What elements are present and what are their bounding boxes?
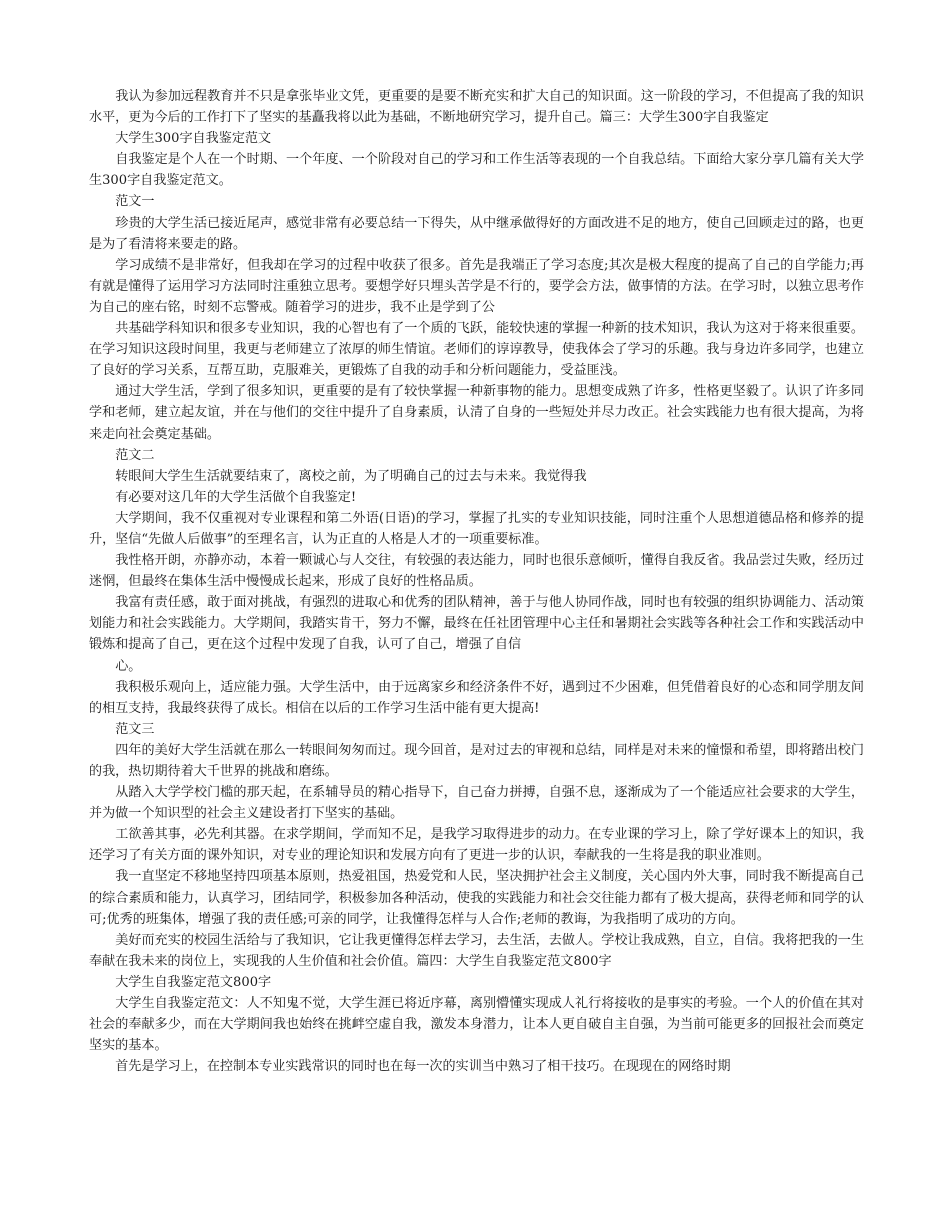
paragraph: 我富有责任感，敢于面对挑战，有强烈的进取心和优秀的团队精神，善于与他人协同作战，同时也有较强的组织协调能力、活动策划能力和社会实践能力。大学期间，我踏实肯干，努力不懈，最终在任社团管理中心主任和暑期社会实践等各种社会工作和实践活动中锻炼和提高了自己，更在这个过程中发现了自我，认可了自己，增强了自信 [89, 595, 864, 653]
paragraph: 通过大学生活，学到了很多知识，更重要的是有了较快掌握一种新事物的能力。思想变成熟了许多，性格更坚毅了。认识了许多同学和老师，建立起友谊，并在与他们的交往中提升了自身素质，认清了自身的一些短处并尽力改正。社会实践能力也有很大提高，为将来走向社会奠定基础。 [89, 384, 864, 442]
paragraph: 我认为参加远程教育并不只是拿张毕业文凭，更重要的是要不断充实和扩大自己的知识面。这一阶段的学习，不但提高了我的知识水平，更为今后的工作打下了坚实的基矗我将以此为基础，不断地研究学习，提升自己。篇三：大学生300字自我鉴定 [89, 89, 864, 126]
section-heading: 范文二 [115, 447, 155, 463]
paragraph: 大学生自我鉴定范文：人不知鬼不觉，大学生涯已将近序幕，离别懵懂实现成人礼行将接收的是事实的考验。一个人的价值在其对社会的奉献多少，而在大学期间我也始终在挑衅空虚自我，激发本身潜力，让本人更自破自主自强，为当前可能更多的回报社会而奠定坚实的基本。 [89, 996, 864, 1054]
paragraph: 珍贵的大学生活已接近尾声，感觉非常有必要总结一下得失，从中继承做得好的方面改进不足的地方，使自己回顾走过的路，也更是为了看清将来要走的路。 [89, 215, 864, 252]
section-heading: 范文一 [115, 194, 155, 210]
paragraph: 有必要对这几年的大学生活做个自我鉴定! [115, 489, 357, 505]
paragraph: 我性格开朗，亦静亦动，本着一颗诚心与人交往，有较强的表达能力，同时也很乐意倾听，懂得自我反省。我品尝过失败，经历过迷惘，但最终在集体生活中慢慢成长起来，形成了良好的性格品质。 [89, 553, 864, 590]
paragraph: 美好而充实的校园生活给与了我知识，它让我更懂得怎样去学习，去生活，去做人。学校让我成熟，自立，自信。我将把我的一生奉献在我未来的岗位上，实现我的人生价值和社会价值。篇四：大学生自我鉴定范文800字 [89, 932, 864, 969]
section-heading: 范文三 [115, 721, 155, 737]
paragraph: 学习成绩不是非常好，但我却在学习的过程中收获了很多。首先是我端正了学习态度;其次是极大程度的提高了自己的自学能力;再有就是懂得了运用学习方法同时注重独立思考。要想学好只埋头苦学是不行的，要学会方法，做事情的方法。在学习时，以独立思考作为自己的座右铭，时刻不忘警戒。随着学习的进步，我不止是学到了公 [89, 257, 864, 315]
paragraph: 从踏入大学学校门槛的那天起，在系辅导员的精心指导下，自己奋力拼搏，自强不息，逐渐成为了一个能适应社会要求的大学生，并为做一个知识型的社会主义建设者打下坚实的基础。 [89, 785, 864, 822]
paragraph: 转眼间大学生生活就要结束了，离校之前，为了明确自己的过去与未来。我觉得我 [115, 468, 587, 484]
paragraph: 工欲善其事，必先利其器。在求学期间，学而知不足，是我学习取得进步的动力。在专业课的学习上，除了学好课本上的知识，我还学习了有关方面的课外知识，对专业的理论知识和发展方向有了更进一步的认识，奉献我的一生将是我的职业准则。 [89, 827, 864, 864]
paragraph: 自我鉴定是个人在一个时期、一个年度、一个阶段对自己的学习和工作生活等表现的一个自我总结。下面给大家分享几篇有关大学生300字自我鉴定范文。 [89, 152, 864, 189]
paragraph: 大学期间，我不仅重视对专业课程和第二外语(日语)的学习，掌握了扎实的专业知识技能，同时注重个人思想道德品格和修养的提升，坚信“先做人后做事”的至理名言，认为正直的人格是人才的一项重要标准。 [89, 510, 864, 547]
paragraph: 我一直坚定不移地坚持四项基本原则，热爱祖国，热爱党和人民，坚决拥护社会主义制度，关心国内外大事，同时我不断提高自己的综合素质和能力，认真学习，团结同学，积极参加各种活动，使我的实践能力和社会交往能力都有了极大提高，获得老师和同学的认可;优秀的班集体，增强了我的责任感;可亲的同学，让我懂得怎样与人合作;老师的教诲，为我指明了成功的方向。 [89, 869, 864, 927]
paragraph: 心。 [115, 658, 142, 674]
paragraph: 四年的美好大学生活就在那么一转眼间匆匆而过。现今回首，是对过去的审视和总结，同样是对未来的憧憬和希望，即将踏出校门的我，热切期待着大千世界的挑战和磨练。 [89, 742, 864, 779]
paragraph: 我积极乐观向上，适应能力强。大学生活中，由于远离家乡和经济条件不好，遇到过不少困难，但凭借着良好的心态和同学朋友间的相互支持，我最终获得了成长。相信在以后的工作学习生活中能有更大提高! [89, 679, 864, 716]
paragraph: 首先是学习上，在控制本专业实践常识的同时也在每一次的实训当中熟习了相干技巧。在现现在的网络时期 [115, 1059, 731, 1075]
paragraph: 共基础学科知识和很多专业知识，我的心智也有了一个质的飞跃，能较快速的掌握一种新的技术知识，我认为这对于将来很重要。在学习知识这段时间里，我更与老师建立了浓厚的师生情谊。老师们的谆谆教导，使我体会了学习的乐趣。我与身边许多同学，也建立了良好的学习关系，互帮互助，克服难关，更锻炼了自我的动手和分析问题能力，受益匪浅。 [89, 321, 864, 379]
section-heading: 大学生300字自我鉴定范文 [115, 131, 272, 147]
section-heading: 大学生自我鉴定范文800字 [115, 974, 272, 990]
